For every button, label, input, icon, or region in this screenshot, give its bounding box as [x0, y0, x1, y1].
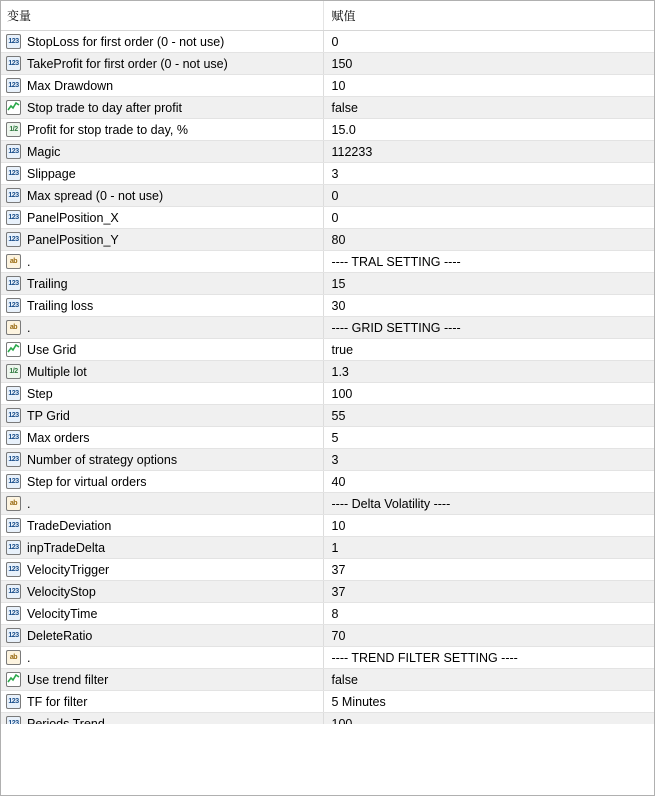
table-row[interactable]	[1, 537, 654, 559]
parameter-name-label: VelocityTrigger	[27, 562, 110, 577]
parameter-name-label: PanelPosition_X	[27, 210, 119, 225]
int-icon: 123	[6, 540, 21, 555]
int-icon: 123	[6, 144, 21, 159]
string-icon: ab	[6, 650, 21, 665]
parameter-name-cell[interactable]	[1, 581, 323, 603]
parameter-value-cell[interactable]: false	[323, 669, 654, 691]
table-body	[1, 31, 654, 757]
string-icon: ab	[6, 496, 21, 511]
parameter-value-cell[interactable]: ---- TREND FILTER SETTING ----	[323, 647, 654, 669]
parameter-name-label: VelocityTime	[27, 606, 98, 621]
table-row[interactable]	[1, 383, 654, 405]
parameter-name-label: Profit for stop trade to day, %	[27, 122, 188, 137]
table-row[interactable]	[1, 141, 654, 163]
int-icon: 123	[6, 298, 21, 313]
table-row[interactable]	[1, 273, 654, 295]
parameter-name-label: Slippage	[27, 166, 76, 181]
parameter-value-cell[interactable]: 15.0	[323, 119, 654, 141]
parameter-value-cell[interactable]: 150	[323, 53, 654, 75]
table-row[interactable]	[1, 75, 654, 97]
int-icon: 123	[6, 430, 21, 445]
parameter-name-cell[interactable]	[1, 75, 323, 97]
parameter-name-label: inpTradeDelta	[27, 540, 106, 555]
parameter-name-cell[interactable]	[1, 669, 323, 691]
parameter-name-cell[interactable]	[1, 449, 323, 471]
column-header-variable[interactable]: 变量	[1, 1, 323, 31]
int-icon: 123	[6, 408, 21, 423]
parameter-name-cell[interactable]	[1, 163, 323, 185]
parameter-name-label: TradeDeviation	[27, 518, 112, 533]
parameter-value-cell[interactable]: 10	[323, 515, 654, 537]
parameter-name-label: Trailing	[27, 276, 68, 291]
double-icon: 1/2	[6, 122, 21, 137]
bool-icon	[6, 342, 21, 357]
int-icon: 123	[6, 628, 21, 643]
parameter-name-cell[interactable]	[1, 537, 323, 559]
table-row[interactable]	[1, 559, 654, 581]
parameter-name-cell[interactable]	[1, 647, 323, 669]
parameter-name-label: Use trend filter	[27, 672, 109, 687]
parameter-name-label: Step for virtual orders	[27, 474, 147, 489]
int-icon: 123	[6, 276, 21, 291]
table-row[interactable]	[1, 31, 654, 53]
table-row[interactable]	[1, 361, 654, 383]
parameter-value-cell[interactable]: 8	[323, 603, 654, 625]
table-row[interactable]	[1, 669, 654, 691]
parameter-name-cell[interactable]	[1, 691, 323, 713]
parameter-name-label: .	[27, 496, 31, 511]
table-row[interactable]	[1, 53, 654, 75]
int-icon: 123	[6, 166, 21, 181]
parameter-name-label: Trailing loss	[27, 298, 94, 313]
parameter-value-cell[interactable]: ---- TRAL SETTING ----	[323, 251, 654, 273]
parameter-name-cell[interactable]	[1, 339, 323, 361]
table-row[interactable]	[1, 427, 654, 449]
parameter-value-cell[interactable]: 37	[323, 559, 654, 581]
column-header-value[interactable]: 赋值	[323, 1, 654, 31]
parameter-name-cell[interactable]	[1, 383, 323, 405]
parameter-value-cell[interactable]: 30	[323, 295, 654, 317]
parameter-name-cell[interactable]	[1, 119, 323, 141]
parameter-name-cell[interactable]	[1, 427, 323, 449]
parameter-name-label: DeleteRatio	[27, 628, 93, 643]
parameter-name-cell[interactable]	[1, 317, 323, 339]
table-row[interactable]	[1, 163, 654, 185]
table-row[interactable]	[1, 97, 654, 119]
parameter-name-cell[interactable]	[1, 493, 323, 515]
bool-icon	[6, 672, 21, 687]
table-row[interactable]	[1, 405, 654, 427]
table-row[interactable]	[1, 647, 654, 669]
int-icon: 123	[6, 386, 21, 401]
parameter-name-cell[interactable]	[1, 603, 323, 625]
parameter-value-cell[interactable]: ---- Delta Volatility ----	[323, 493, 654, 515]
parameter-name-cell[interactable]	[1, 207, 323, 229]
table-row[interactable]	[1, 185, 654, 207]
parameter-value-cell[interactable]: 1.3	[323, 361, 654, 383]
parameter-name-label: Max orders	[27, 430, 90, 445]
parameter-value-cell[interactable]: 40	[323, 471, 654, 493]
table-row[interactable]	[1, 625, 654, 647]
parameter-name-cell[interactable]	[1, 295, 323, 317]
double-icon: 1/2	[6, 364, 21, 379]
parameter-name-cell[interactable]	[1, 141, 323, 163]
parameter-name-label: Multiple lot	[27, 364, 87, 379]
inputs-table	[1, 1, 654, 757]
int-icon: 123	[6, 78, 21, 93]
parameter-value-cell[interactable]: 80	[323, 229, 654, 251]
parameter-value-cell[interactable]: 3	[323, 449, 654, 471]
parameter-value-cell[interactable]: 15	[323, 273, 654, 295]
parameter-value-cell[interactable]: 1	[323, 537, 654, 559]
parameter-value-cell[interactable]: ---- GRID SETTING ----	[323, 317, 654, 339]
parameter-name-label: TP Grid	[27, 408, 70, 423]
parameter-value-cell[interactable]: 0	[323, 185, 654, 207]
table-row[interactable]	[1, 515, 654, 537]
int-icon: 123	[6, 188, 21, 203]
parameter-value-cell[interactable]: 3	[323, 163, 654, 185]
parameter-name-label: .	[27, 254, 31, 269]
parameter-name-label: .	[27, 320, 31, 335]
parameter-name-label: Step	[27, 386, 53, 401]
parameter-name-cell[interactable]	[1, 361, 323, 383]
parameter-name-cell[interactable]	[1, 229, 323, 251]
int-icon: 123	[6, 518, 21, 533]
table-row[interactable]	[1, 603, 654, 625]
int-icon: 123	[6, 232, 21, 247]
parameter-name-label: Max Drawdown	[27, 78, 114, 93]
table-row[interactable]	[1, 207, 654, 229]
parameter-name-label: Stop trade to day after profit	[27, 100, 182, 115]
int-icon: 123	[6, 34, 21, 49]
table-row[interactable]	[1, 251, 654, 273]
parameter-value-cell[interactable]: 10	[323, 75, 654, 97]
int-icon: 123	[6, 210, 21, 225]
parameter-name-cell[interactable]	[1, 471, 323, 493]
int-icon: 123	[6, 56, 21, 71]
parameter-value-cell[interactable]: 5	[323, 427, 654, 449]
parameter-value-cell[interactable]: 5 Minutes	[323, 691, 654, 713]
string-icon: ab	[6, 320, 21, 335]
parameter-name-label: .	[27, 650, 31, 665]
parameter-value-cell[interactable]: 55	[323, 405, 654, 427]
table-row[interactable]	[1, 339, 654, 361]
table-row[interactable]	[1, 691, 654, 713]
int-icon: 123	[6, 452, 21, 467]
parameter-value-cell[interactable]: false	[323, 97, 654, 119]
empty-area	[1, 724, 654, 795]
parameter-value-cell[interactable]: 70	[323, 625, 654, 647]
table-row[interactable]	[1, 317, 654, 339]
parameter-value-cell[interactable]: 112233	[323, 141, 654, 163]
parameter-name-cell[interactable]	[1, 273, 323, 295]
parameter-name-cell[interactable]	[1, 97, 323, 119]
int-icon: 123	[6, 694, 21, 709]
parameter-name-label: StopLoss for first order (0 - not use)	[27, 34, 225, 49]
parameter-value-cell[interactable]: 0	[323, 31, 654, 53]
parameter-name-cell[interactable]	[1, 53, 323, 75]
parameter-value-cell[interactable]: 37	[323, 581, 654, 603]
parameter-value-cell[interactable]: 100	[323, 383, 654, 405]
parameter-name-label: VelocityStop	[27, 584, 96, 599]
table-row[interactable]	[1, 119, 654, 141]
parameter-value-cell[interactable]: 0	[323, 207, 654, 229]
table-row[interactable]	[1, 229, 654, 251]
table-row[interactable]	[1, 493, 654, 515]
bool-icon	[6, 100, 21, 115]
parameter-name-cell[interactable]	[1, 251, 323, 273]
string-icon: ab	[6, 254, 21, 269]
int-icon: 123	[6, 606, 21, 621]
parameter-name-label: Magic	[27, 144, 61, 159]
parameter-name-cell[interactable]	[1, 559, 323, 581]
int-icon: 123	[6, 584, 21, 599]
parameter-value-cell[interactable]: true	[323, 339, 654, 361]
parameter-name-label: Max spread (0 - not use)	[27, 188, 164, 203]
parameter-name-cell[interactable]	[1, 185, 323, 207]
parameter-name-cell[interactable]	[1, 515, 323, 537]
table-header	[1, 1, 654, 31]
table-row[interactable]	[1, 295, 654, 317]
parameter-name-cell[interactable]	[1, 625, 323, 647]
table-row[interactable]	[1, 471, 654, 493]
table-row[interactable]	[1, 581, 654, 603]
parameter-name-label: Use Grid	[27, 342, 77, 357]
parameter-name-label: TakeProfit for first order (0 - not use)	[27, 56, 228, 71]
parameter-name-label: PanelPosition_Y	[27, 232, 119, 247]
parameter-name-cell[interactable]	[1, 31, 323, 53]
parameter-name-label: Number of strategy options	[27, 452, 178, 467]
parameter-name-label: TF for filter	[27, 694, 88, 709]
parameter-name-cell[interactable]	[1, 405, 323, 427]
table-row[interactable]	[1, 449, 654, 471]
int-icon: 123	[6, 562, 21, 577]
int-icon: 123	[6, 474, 21, 489]
